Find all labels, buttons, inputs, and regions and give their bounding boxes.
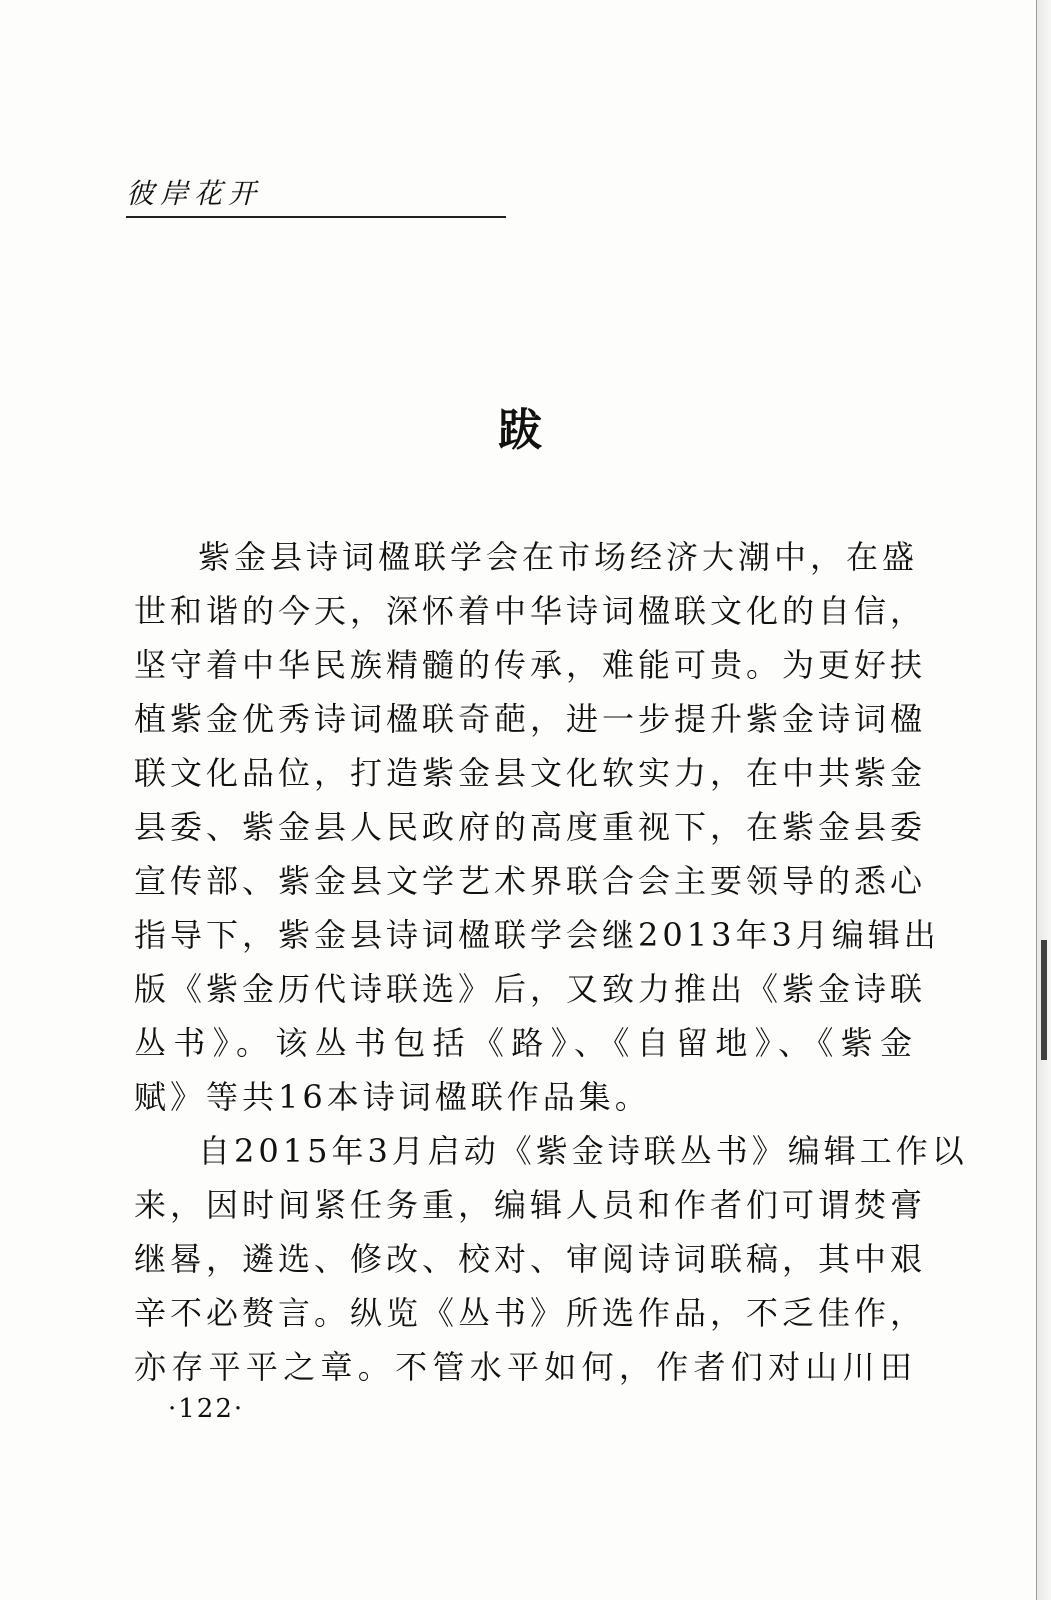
text-line: 指导下，紫金县诗词楹联学会继2013年3月编辑出: [134, 916, 940, 954]
body-text: [134, 530, 968, 1394]
chapter-title: 跋: [498, 405, 542, 456]
text-line: 宣传部、紫金县文学艺术界联合会主要领导的悉心: [134, 862, 927, 900]
text-line: 县委、紫金县人民政府的高度重视下，在紫金县委: [134, 808, 927, 846]
text-line: 植紫金优秀诗词楹联奇葩，进一步提升紫金诗词楹: [134, 700, 927, 738]
text-line: 自2015年3月启动《紫金诗联丛书》编辑工作以: [198, 1132, 968, 1170]
text-line: 联文化品位，打造紫金县文化软实力，在中共紫金: [134, 754, 927, 792]
text-line: 世和谐的今天，深怀着中华诗词楹联文化的自信，: [134, 592, 927, 630]
text-line: 版《紫金历代诗联选》后，又致力推出《紫金诗联: [134, 970, 927, 1008]
running-header-title: 彼岸花开: [126, 177, 263, 210]
text-line: 来，因时间紧任务重，编辑人员和作者们可谓焚膏: [134, 1186, 927, 1224]
paragraph-1: [134, 530, 940, 1124]
running-header: [126, 176, 506, 218]
text-line: 赋》等共16本诗词楹联作品集。: [134, 1078, 651, 1116]
text-line: 坚守着中华民族精髓的传承，难能可贵。为更好扶: [134, 646, 927, 684]
text-line: 继晷，遴选、修改、校对、审阅诗词联稿，其中艰: [134, 1240, 927, 1278]
text-line: 辛不必赘言。纵览《丛书》所选作品，不乏佳作，: [134, 1294, 927, 1332]
paragraph-2: [134, 1124, 968, 1394]
page-edge-shadow: [1036, 0, 1051, 1600]
page-number: ·122·: [168, 1394, 245, 1424]
text-line: 丛书》。该丛书包括《路》、《自留地》、《紫金: [134, 1024, 916, 1062]
text-line: 亦存平平之章。不管水平如何，作者们对山川田: [134, 1348, 916, 1386]
text-line: 紫金县诗词楹联学会在市场经济大潮中，在盛: [198, 538, 919, 576]
scan-edge-mark: [1041, 940, 1047, 1060]
